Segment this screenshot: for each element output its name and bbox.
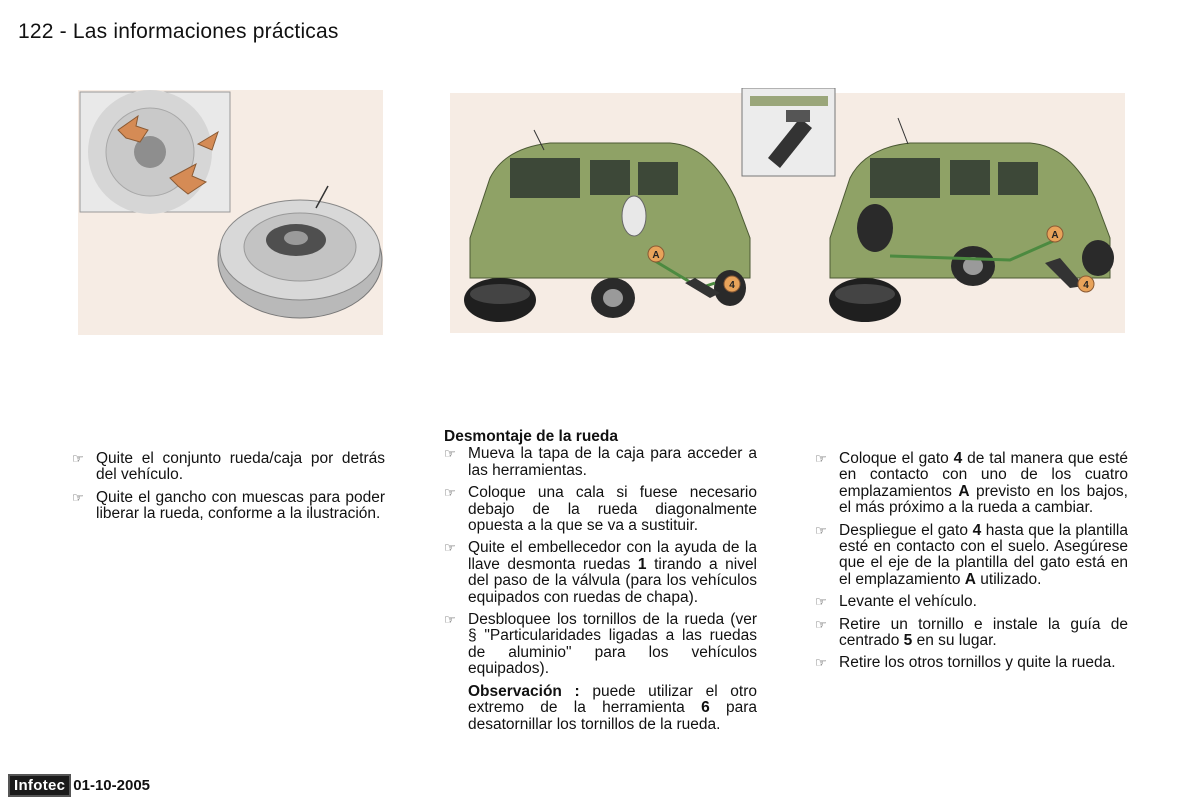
- pointing-hand-icon: ☞: [72, 489, 84, 505]
- list-item: [815, 523, 1128, 589]
- list-item: [72, 490, 385, 523]
- section-heading: Desmontaje de la rueda: [444, 428, 619, 445]
- column-right: [815, 451, 1128, 678]
- list-item: [444, 612, 757, 678]
- pointing-hand-icon: ☞: [444, 612, 456, 628]
- list-item: [444, 485, 757, 534]
- callout-a-right: A: [1051, 230, 1059, 241]
- spare-wheel-illustration: [78, 90, 383, 335]
- pointing-hand-icon: ☞: [815, 594, 827, 610]
- car-jack-illustration: [450, 88, 1125, 333]
- list-item-text: Coloque el gato 4 de tal manera que esté en contacto con uno de los cuatro emplazamientos A previsto en los bajos, el más próximo a la rueda a cambiar.: [839, 450, 1128, 517]
- list-item-text: Coloque una cala si fuese necesario debajo de la rueda diagonalmente opuesta a la que se va a sustituir.: [468, 484, 757, 535]
- list-item-text: Retire los otros tornillos y quite la rueda.: [839, 654, 1116, 672]
- list-item: [815, 655, 1128, 671]
- list-item-text: Mueva la tapa de la caja para acceder a las herramientas.: [468, 445, 757, 479]
- pointing-hand-icon: ☞: [444, 485, 456, 501]
- callout-4-right: 4: [1083, 280, 1089, 291]
- list-item-text: Retire un tornillo e instale la guía de centrado 5 en su lugar.: [839, 615, 1128, 650]
- pointing-hand-icon: ☞: [815, 616, 827, 632]
- list-item: [444, 540, 757, 606]
- callout-a-left: A: [652, 250, 660, 261]
- pointing-hand-icon: ☞: [72, 451, 84, 466]
- page-header: 122 - Las informaciones prácticas: [18, 20, 339, 43]
- list-item-text: Levante el vehículo.: [839, 593, 977, 611]
- pointing-hand-icon: ☞: [444, 540, 456, 556]
- list-item-text: Quite el conjunto rueda/caja por detrás del vehículo.: [96, 450, 385, 484]
- column-left: [72, 451, 385, 529]
- list-item: [815, 451, 1128, 517]
- list-item: [815, 594, 1128, 610]
- observation-note: Observación : puede utilizar el otro extremo de la herramienta 6 para desatornillar los tornillos de la rueda.: [468, 682, 757, 733]
- list-item-text: Quite el embellecedor con la ayuda de la llave desmonta ruedas 1 tirando a nivel del paso de la válvula (para los vehículos equipados con ruedas de chapa).: [468, 539, 758, 606]
- list-item-text: Quite el gancho con muescas para poder liberar la rueda, conforme a la ilustración.: [96, 488, 385, 523]
- footer-date: 01-10-2005: [73, 776, 151, 794]
- column-middle: [444, 429, 757, 733]
- pointing-hand-icon: ☞: [815, 522, 827, 538]
- pointing-hand-icon: ☞: [815, 451, 827, 466]
- list-item: [72, 451, 385, 484]
- pointing-hand-icon: ☞: [815, 655, 827, 671]
- list-item-text: Despliegue el gato 4 hasta que la plantilla esté en contacto con el suelo. Asegúrese que el eje de la plantilla del gato está en el emplazamiento A utilizado.: [839, 521, 1128, 588]
- list-item: [815, 617, 1128, 650]
- list-item: [444, 446, 757, 479]
- footer: [8, 775, 150, 795]
- list-item-text: Desbloquee los tornillos de la rueda (ver § "Particularidades ligadas a las ruedas de aluminio" para los vehículos equipados).: [468, 611, 757, 678]
- callout-4-left: 4: [729, 280, 735, 291]
- pointing-hand-icon: ☞: [444, 446, 456, 462]
- infotec-badge: Infotec: [8, 774, 71, 797]
